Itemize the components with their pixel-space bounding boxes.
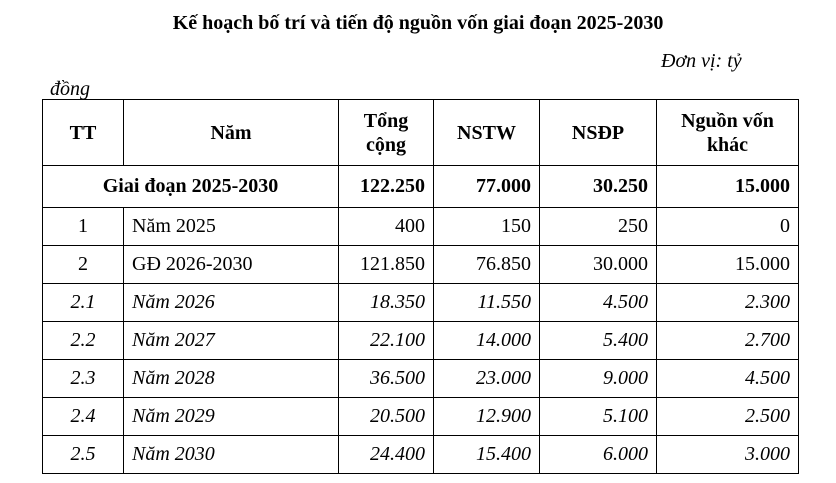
table-header-row xyxy=(43,100,799,166)
header-tong-cong xyxy=(339,100,434,166)
row-tong: 400 xyxy=(339,208,434,246)
row-tong: 121.850 xyxy=(339,246,434,284)
row-nam: Năm 2027 xyxy=(124,322,339,360)
row-tong: 36.500 xyxy=(339,360,434,398)
row-khac: 4.500 xyxy=(657,360,799,398)
row-nam: Năm 2028 xyxy=(124,360,339,398)
header-tong-line2: cộng xyxy=(366,133,406,156)
header-nstw: NSTW xyxy=(434,100,540,166)
table-row xyxy=(43,322,799,360)
row-khac: 2.500 xyxy=(657,398,799,436)
row-tong: 20.500 xyxy=(339,398,434,436)
row-tt: 2 xyxy=(43,246,124,284)
row-nam: GĐ 2026-2030 xyxy=(124,246,339,284)
row-tt: 2.5 xyxy=(43,436,124,474)
row-nam: Năm 2025 xyxy=(124,208,339,246)
row-tt: 2.4 xyxy=(43,398,124,436)
unit-label-continued: đồng xyxy=(50,78,90,100)
table-row xyxy=(43,208,799,246)
row-nsdp: 30.000 xyxy=(540,246,657,284)
row-khac: 3.000 xyxy=(657,436,799,474)
table-row xyxy=(43,398,799,436)
header-tt: TT xyxy=(43,100,124,166)
row-nstw: 23.000 xyxy=(434,360,540,398)
header-nsdp: NSĐP xyxy=(540,100,657,166)
summary-khac: 15.000 xyxy=(657,166,799,208)
summary-row xyxy=(43,166,799,208)
header-khac-line2: khác xyxy=(706,133,749,156)
row-nstw: 12.900 xyxy=(434,398,540,436)
row-tt: 2.1 xyxy=(43,284,124,322)
row-nam: Năm 2030 xyxy=(124,436,339,474)
row-khac: 0 xyxy=(657,208,799,246)
row-nstw: 14.000 xyxy=(434,322,540,360)
document-title: Kế hoạch bố trí và tiến độ nguồn vốn giai đoạn 2025-2030 xyxy=(172,12,664,34)
row-tong: 18.350 xyxy=(339,284,434,322)
row-tong: 22.100 xyxy=(339,322,434,360)
row-nstw: 15.400 xyxy=(434,436,540,474)
table-row xyxy=(43,360,799,398)
table-row xyxy=(43,436,799,474)
summary-nstw: 77.000 xyxy=(434,166,540,208)
header-khac-line1: Nguồn vốn xyxy=(681,109,774,132)
summary-label: Giai đoạn 2025-2030 xyxy=(43,166,339,208)
summary-nsdp: 30.250 xyxy=(540,166,657,208)
unit-label: Đơn vị: tỷ xyxy=(661,50,742,72)
header-nguon-von-khac xyxy=(657,100,799,166)
table-row xyxy=(43,284,799,322)
header-nam: Năm xyxy=(124,100,339,166)
table-row xyxy=(43,246,799,284)
row-nsdp: 6.000 xyxy=(540,436,657,474)
header-tong-line1: Tổng xyxy=(363,109,409,132)
row-tong: 24.400 xyxy=(339,436,434,474)
row-nstw: 76.850 xyxy=(434,246,540,284)
row-khac: 2.300 xyxy=(657,284,799,322)
row-tt: 1 xyxy=(43,208,124,246)
funding-table xyxy=(42,99,799,474)
row-nsdp: 5.400 xyxy=(540,322,657,360)
row-khac: 2.700 xyxy=(657,322,799,360)
row-tt: 2.2 xyxy=(43,322,124,360)
row-nsdp: 4.500 xyxy=(540,284,657,322)
summary-tong: 122.250 xyxy=(339,166,434,208)
row-nsdp: 250 xyxy=(540,208,657,246)
row-nam: Năm 2026 xyxy=(124,284,339,322)
row-nsdp: 9.000 xyxy=(540,360,657,398)
row-nsdp: 5.100 xyxy=(540,398,657,436)
row-nstw: 11.550 xyxy=(434,284,540,322)
row-nstw: 150 xyxy=(434,208,540,246)
row-khac: 15.000 xyxy=(657,246,799,284)
row-tt: 2.3 xyxy=(43,360,124,398)
row-nam: Năm 2029 xyxy=(124,398,339,436)
